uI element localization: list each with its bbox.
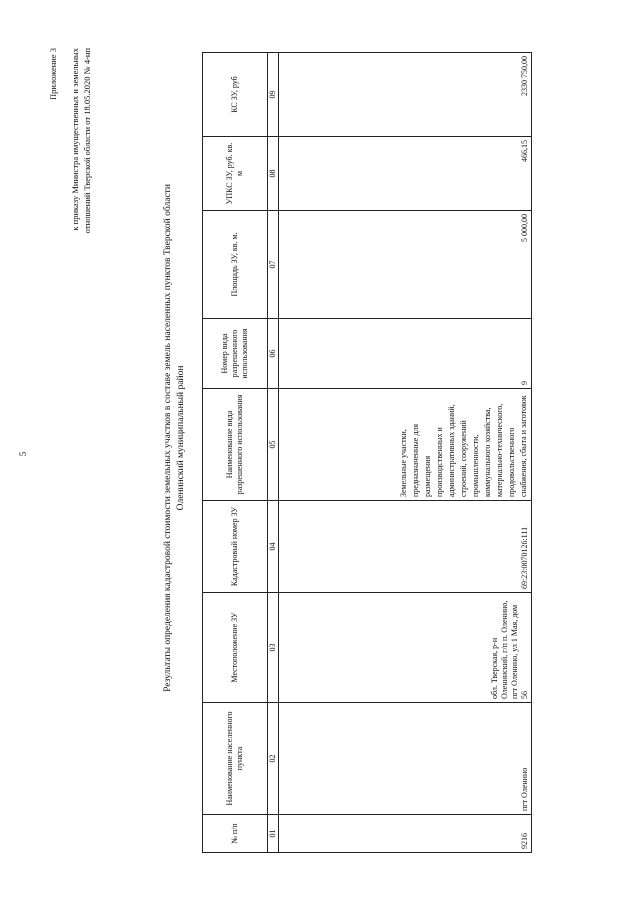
header-cell: Наименование населенного пункта [203, 703, 268, 815]
column-number: 05 [268, 389, 279, 501]
cadastral-number: 69:23:0070126:111 [279, 501, 532, 593]
appendix-label: Приложение 3 [48, 48, 58, 100]
permitted-use-name: Земельные участки, предназначенные для размещения производственных и административных зданий, строений, сооружений промышленности, коммунального хозяйства, материально-технического, продовольственного снабжения, сбыта и заготовок [279, 389, 532, 501]
row-number: 9216 [279, 815, 532, 853]
title-line2: Оленинский муниципальный район [176, 365, 186, 511]
specific-cadastral-value: 466,15 [279, 137, 532, 211]
parcel-area: 5 000,00 [279, 211, 532, 319]
header-cell: Кадастровый номер ЗУ [203, 501, 268, 593]
table-header-row [203, 53, 268, 853]
column-number: 03 [268, 593, 279, 703]
order-reference-line1: к приказу Министра имущественных и земельных [70, 48, 80, 231]
header-cell: № п/п [203, 815, 268, 853]
cadastral-value: 2330 750,00 [279, 53, 532, 137]
column-number-row [268, 53, 279, 853]
column-number: 04 [268, 501, 279, 593]
header-cell: Площадь ЗУ, кв. м. [203, 211, 268, 319]
cadastral-table [202, 52, 532, 853]
order-reference-line2: отношений Тверской области от 18.05.2020 № 4-нп [82, 48, 92, 234]
document-header [47, 48, 93, 368]
document-title [162, 48, 188, 828]
header-cell: Номер вида разрешенного использования [203, 319, 268, 389]
column-number: 02 [268, 703, 279, 815]
column-number: 06 [268, 319, 279, 389]
page-number: 5 [18, 451, 28, 457]
header-cell: УПКС ЗУ, руб. кв. м [203, 137, 268, 211]
column-number: 07 [268, 211, 279, 319]
title-line1: Результаты определения кадастровой стоимости земельных участков в составе земель населенных пунктов Тверской области [163, 184, 173, 692]
rotated-page [47, 48, 592, 858]
header-cell: Местоположение ЗУ [203, 593, 268, 703]
settlement-name: пгт Оленино [279, 703, 532, 815]
parcel-location: обл. Тверская, р-н Оленинский, г/п п. Оленино, пгт Оленино, ул 1 Мая, дом 56 [279, 593, 532, 703]
permitted-use-number: 9 [279, 319, 532, 389]
column-number: 01 [268, 815, 279, 853]
header-cell: КС ЗУ, руб [203, 53, 268, 137]
column-number: 08 [268, 137, 279, 211]
table-row [279, 53, 532, 853]
column-number: 09 [268, 53, 279, 137]
header-cell: Наименование вида разрешенного использования [203, 389, 268, 501]
